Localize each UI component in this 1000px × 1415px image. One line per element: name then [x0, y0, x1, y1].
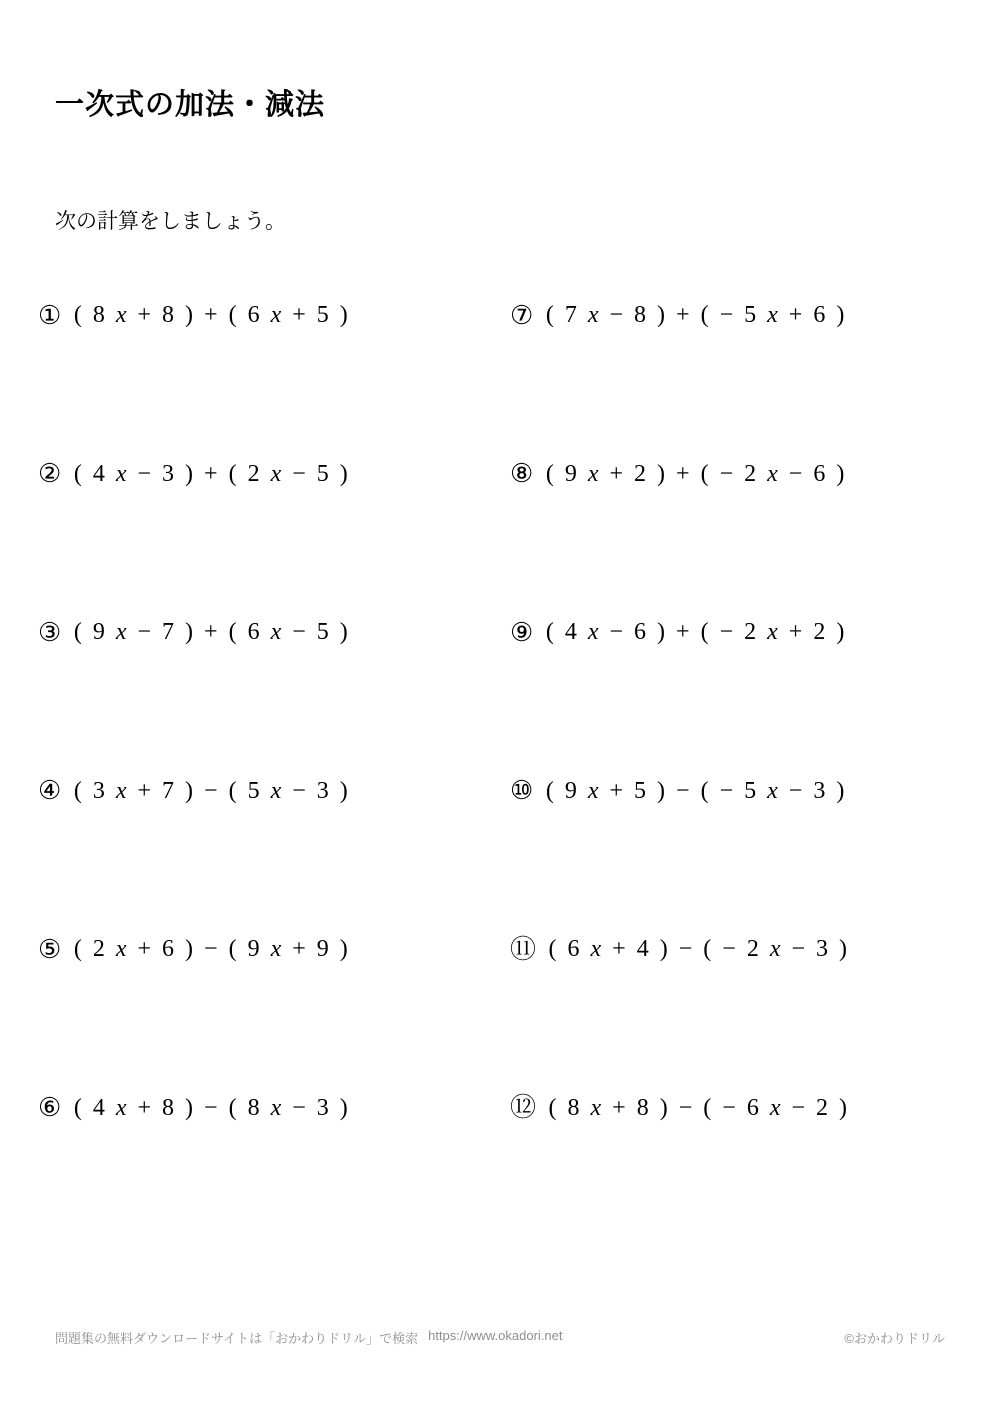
problem-item [38, 936, 510, 963]
variable-token: x [115, 302, 127, 328]
problem-number: ⑦ [510, 300, 534, 330]
problem-expression [68, 302, 353, 329]
expression-token: ) [185, 619, 194, 645]
expression-token: ) [839, 936, 848, 962]
problem-expression [540, 302, 850, 329]
footer-site-text: 問題集の無料ダウンロードサイトは「おかわりドリル」で検索 [55, 1331, 419, 1346]
problem-number: ③ [38, 617, 62, 647]
expression-token: 9 [564, 460, 577, 487]
expression-token: − [292, 619, 306, 645]
expression-token: − [204, 777, 218, 804]
problem-item [510, 302, 968, 329]
expression-token: ) [185, 936, 194, 962]
expression-token: 9 [564, 777, 577, 804]
expression-token: + [676, 460, 690, 487]
expression-token: 2 [634, 460, 647, 487]
expression-token: 2 [744, 619, 757, 645]
expression-token: + [137, 936, 152, 962]
expression-token: − [204, 936, 218, 962]
expression-token: 6 [746, 1094, 759, 1121]
problem-expression [540, 778, 850, 805]
expression-token: ) [339, 302, 348, 328]
expression-token: 5 [634, 777, 647, 804]
expression-token: − [204, 1094, 218, 1121]
problem-item [38, 778, 510, 805]
expression-token: 5 [744, 302, 757, 328]
expression-token: − [678, 1094, 693, 1121]
variable-token: x [270, 1094, 282, 1121]
expression-token: − [722, 936, 736, 962]
expression-token: 6 [247, 619, 260, 645]
expression-token: ) [657, 302, 666, 328]
problem-expression [68, 778, 353, 805]
expression-token: ( [703, 936, 712, 962]
problem-number: ① [38, 300, 62, 330]
problem-item [38, 619, 510, 646]
expression-token: ( [700, 460, 709, 487]
expression-token: + [788, 619, 803, 645]
variable-token: x [590, 1094, 602, 1121]
expression-token: + [137, 302, 152, 328]
expression-token: ) [836, 302, 845, 328]
expression-token: ) [836, 619, 845, 645]
variable-token: x [590, 936, 602, 962]
variable-token: x [115, 777, 127, 804]
expression-token: ( [73, 619, 82, 645]
expression-token: − [719, 619, 734, 645]
expression-token: 9 [316, 936, 329, 962]
problem-expression [540, 461, 850, 488]
expression-token: 2 [744, 460, 757, 487]
expression-token: + [612, 1094, 626, 1121]
expression-token: 8 [92, 302, 105, 328]
expression-token: 8 [634, 302, 647, 328]
problem-item [510, 778, 968, 805]
problem-item [510, 936, 968, 963]
expression-token: + [676, 619, 690, 645]
expression-token: − [609, 302, 624, 328]
footer [55, 1328, 945, 1347]
expression-token: − [788, 460, 803, 487]
expression-token: ) [659, 936, 668, 962]
problem-number: ⑫ [510, 1093, 537, 1122]
problem-item [510, 619, 968, 646]
problem-number: ⑨ [510, 617, 534, 647]
expression-token: ( [548, 1094, 557, 1121]
expression-token: − [292, 777, 306, 804]
expression-token: ( [228, 936, 237, 962]
footer-url: https://www.okadori.net [428, 1328, 563, 1343]
expression-token: ( [73, 1094, 82, 1121]
problem-expression [68, 1095, 353, 1122]
variable-token: x [270, 777, 282, 804]
problem-number: ② [38, 459, 62, 488]
expression-token: ( [228, 460, 237, 487]
expression-token: − [722, 1094, 736, 1121]
expression-token: ( [548, 936, 557, 962]
expression-token: ) [339, 936, 348, 962]
expression-token: − [292, 460, 306, 487]
problems-grid [38, 302, 968, 1253]
expression-token: − [678, 936, 693, 962]
problem-item [38, 1095, 510, 1122]
expression-token: + [612, 936, 626, 962]
expression-token: 7 [162, 619, 175, 645]
expression-token: 6 [634, 619, 647, 645]
expression-token: + [204, 460, 218, 487]
expression-token: ( [228, 302, 237, 328]
expression-token: 4 [564, 619, 577, 645]
variable-token: x [767, 619, 778, 645]
variable-token: x [270, 619, 282, 645]
expression-token: − [791, 936, 806, 962]
expression-token: + [292, 302, 306, 328]
expression-token: + [292, 936, 306, 962]
footer-left [55, 1328, 563, 1347]
expression-token: − [719, 460, 734, 487]
expression-token: ( [73, 936, 82, 962]
expression-token: ( [703, 1094, 712, 1121]
expression-token: 9 [92, 619, 105, 645]
expression-token: 4 [92, 460, 105, 487]
problem-number: ⑪ [510, 934, 537, 964]
expression-token: + [204, 302, 218, 328]
expression-token: 2 [746, 936, 759, 962]
expression-token: ( [73, 777, 82, 804]
expression-token: − [788, 777, 803, 804]
expression-token: − [676, 777, 690, 804]
variable-token: x [115, 936, 127, 962]
expression-token: − [292, 1094, 306, 1121]
expression-token: ( [545, 460, 554, 487]
expression-token: ( [700, 619, 709, 645]
expression-token: − [609, 619, 624, 645]
problem-expression [68, 619, 353, 646]
problem-item [38, 461, 510, 488]
expression-token: ( [73, 460, 82, 487]
expression-token: 7 [564, 302, 577, 328]
variable-token: x [767, 460, 778, 487]
problem-item [510, 1095, 968, 1122]
expression-token: 2 [247, 460, 260, 487]
expression-token: ( [228, 1094, 237, 1121]
footer-copyright: ©おかわりドリル [844, 1331, 945, 1346]
expression-token: ( [545, 302, 554, 328]
expression-token: 6 [813, 460, 826, 487]
expression-token: 8 [162, 302, 175, 328]
problem-number: ⑥ [38, 1093, 62, 1122]
expression-token: + [788, 302, 803, 328]
variable-token: x [270, 460, 282, 487]
expression-token: ) [836, 777, 845, 804]
variable-token: x [587, 302, 599, 328]
expression-token: ) [185, 777, 194, 804]
expression-token: ( [228, 619, 237, 645]
problem-expression [543, 1095, 853, 1122]
expression-token: ) [659, 1094, 668, 1121]
expression-token: ) [185, 460, 194, 487]
expression-token: 8 [247, 1094, 260, 1121]
problem-item [38, 302, 510, 329]
expression-token: 6 [247, 302, 260, 328]
expression-token: ) [836, 460, 845, 487]
expression-token: 5 [316, 619, 329, 645]
expression-token: ( [545, 619, 554, 645]
problem-number: ⑩ [510, 776, 534, 805]
problem-expression [68, 936, 353, 963]
expression-token: 3 [813, 777, 826, 804]
expression-token: 3 [816, 936, 829, 962]
expression-token: 6 [162, 936, 175, 962]
expression-token: ) [339, 1094, 348, 1121]
expression-token: 5 [744, 777, 757, 804]
expression-token: − [791, 1094, 806, 1121]
variable-token: x [115, 1094, 127, 1121]
expression-token: ) [839, 1094, 848, 1121]
variable-token: x [587, 460, 599, 487]
expression-token: ( [545, 777, 554, 804]
problem-expression [543, 936, 853, 963]
expression-token: 3 [162, 460, 175, 487]
expression-token: 2 [92, 936, 105, 962]
variable-token: x [270, 302, 282, 328]
expression-token: 3 [316, 777, 329, 804]
expression-token: 9 [247, 936, 260, 962]
page-title: 一次式の加法・減法 [55, 89, 326, 121]
expression-token: ) [185, 1094, 194, 1121]
problem-item [510, 461, 968, 488]
expression-token: − [719, 302, 734, 328]
problem-expression [540, 619, 850, 646]
problem-expression [68, 461, 353, 488]
variable-token: x [587, 619, 599, 645]
expression-token: + [137, 1094, 152, 1121]
expression-token: 4 [636, 936, 649, 962]
expression-token: + [137, 777, 152, 804]
expression-token: 7 [162, 777, 175, 804]
expression-token: − [137, 619, 152, 645]
instruction-text: 次の計算をしましょう。 [55, 210, 286, 233]
expression-token: 5 [316, 460, 329, 487]
expression-token: ) [657, 777, 666, 804]
expression-token: ) [657, 460, 666, 487]
expression-token: 2 [816, 1094, 829, 1121]
variable-token: x [587, 777, 599, 804]
variable-token: x [767, 777, 778, 804]
expression-token: 8 [636, 1094, 649, 1121]
expression-token: ( [700, 302, 709, 328]
expression-token: 2 [813, 619, 826, 645]
expression-token: 8 [162, 1094, 175, 1121]
expression-token: − [137, 460, 152, 487]
expression-token: + [609, 777, 624, 804]
problem-number: ⑤ [38, 934, 62, 964]
variable-token: x [769, 1094, 781, 1121]
variable-token: x [270, 936, 282, 962]
expression-token: ) [339, 619, 348, 645]
expression-token: 5 [247, 777, 260, 804]
expression-token: + [676, 302, 690, 328]
expression-token: 3 [316, 1094, 329, 1121]
expression-token: 6 [567, 936, 580, 962]
problem-number: ④ [38, 776, 62, 805]
expression-token: ) [339, 777, 348, 804]
variable-token: x [769, 936, 781, 962]
expression-token: + [204, 619, 218, 645]
expression-token: 8 [567, 1094, 580, 1121]
expression-token: − [719, 777, 734, 804]
expression-token: 6 [813, 302, 826, 328]
variable-token: x [115, 619, 127, 645]
expression-token: 5 [316, 302, 329, 328]
expression-token: ) [657, 619, 666, 645]
expression-token: ( [73, 302, 82, 328]
expression-token: 3 [92, 777, 105, 804]
expression-token: + [609, 460, 624, 487]
expression-token: ( [700, 777, 709, 804]
variable-token: x [115, 460, 127, 487]
problem-number: ⑧ [510, 459, 534, 488]
expression-token: ) [185, 302, 194, 328]
expression-token: 4 [92, 1094, 105, 1121]
variable-token: x [767, 302, 778, 328]
expression-token: ( [228, 777, 237, 804]
expression-token: ) [339, 460, 348, 487]
